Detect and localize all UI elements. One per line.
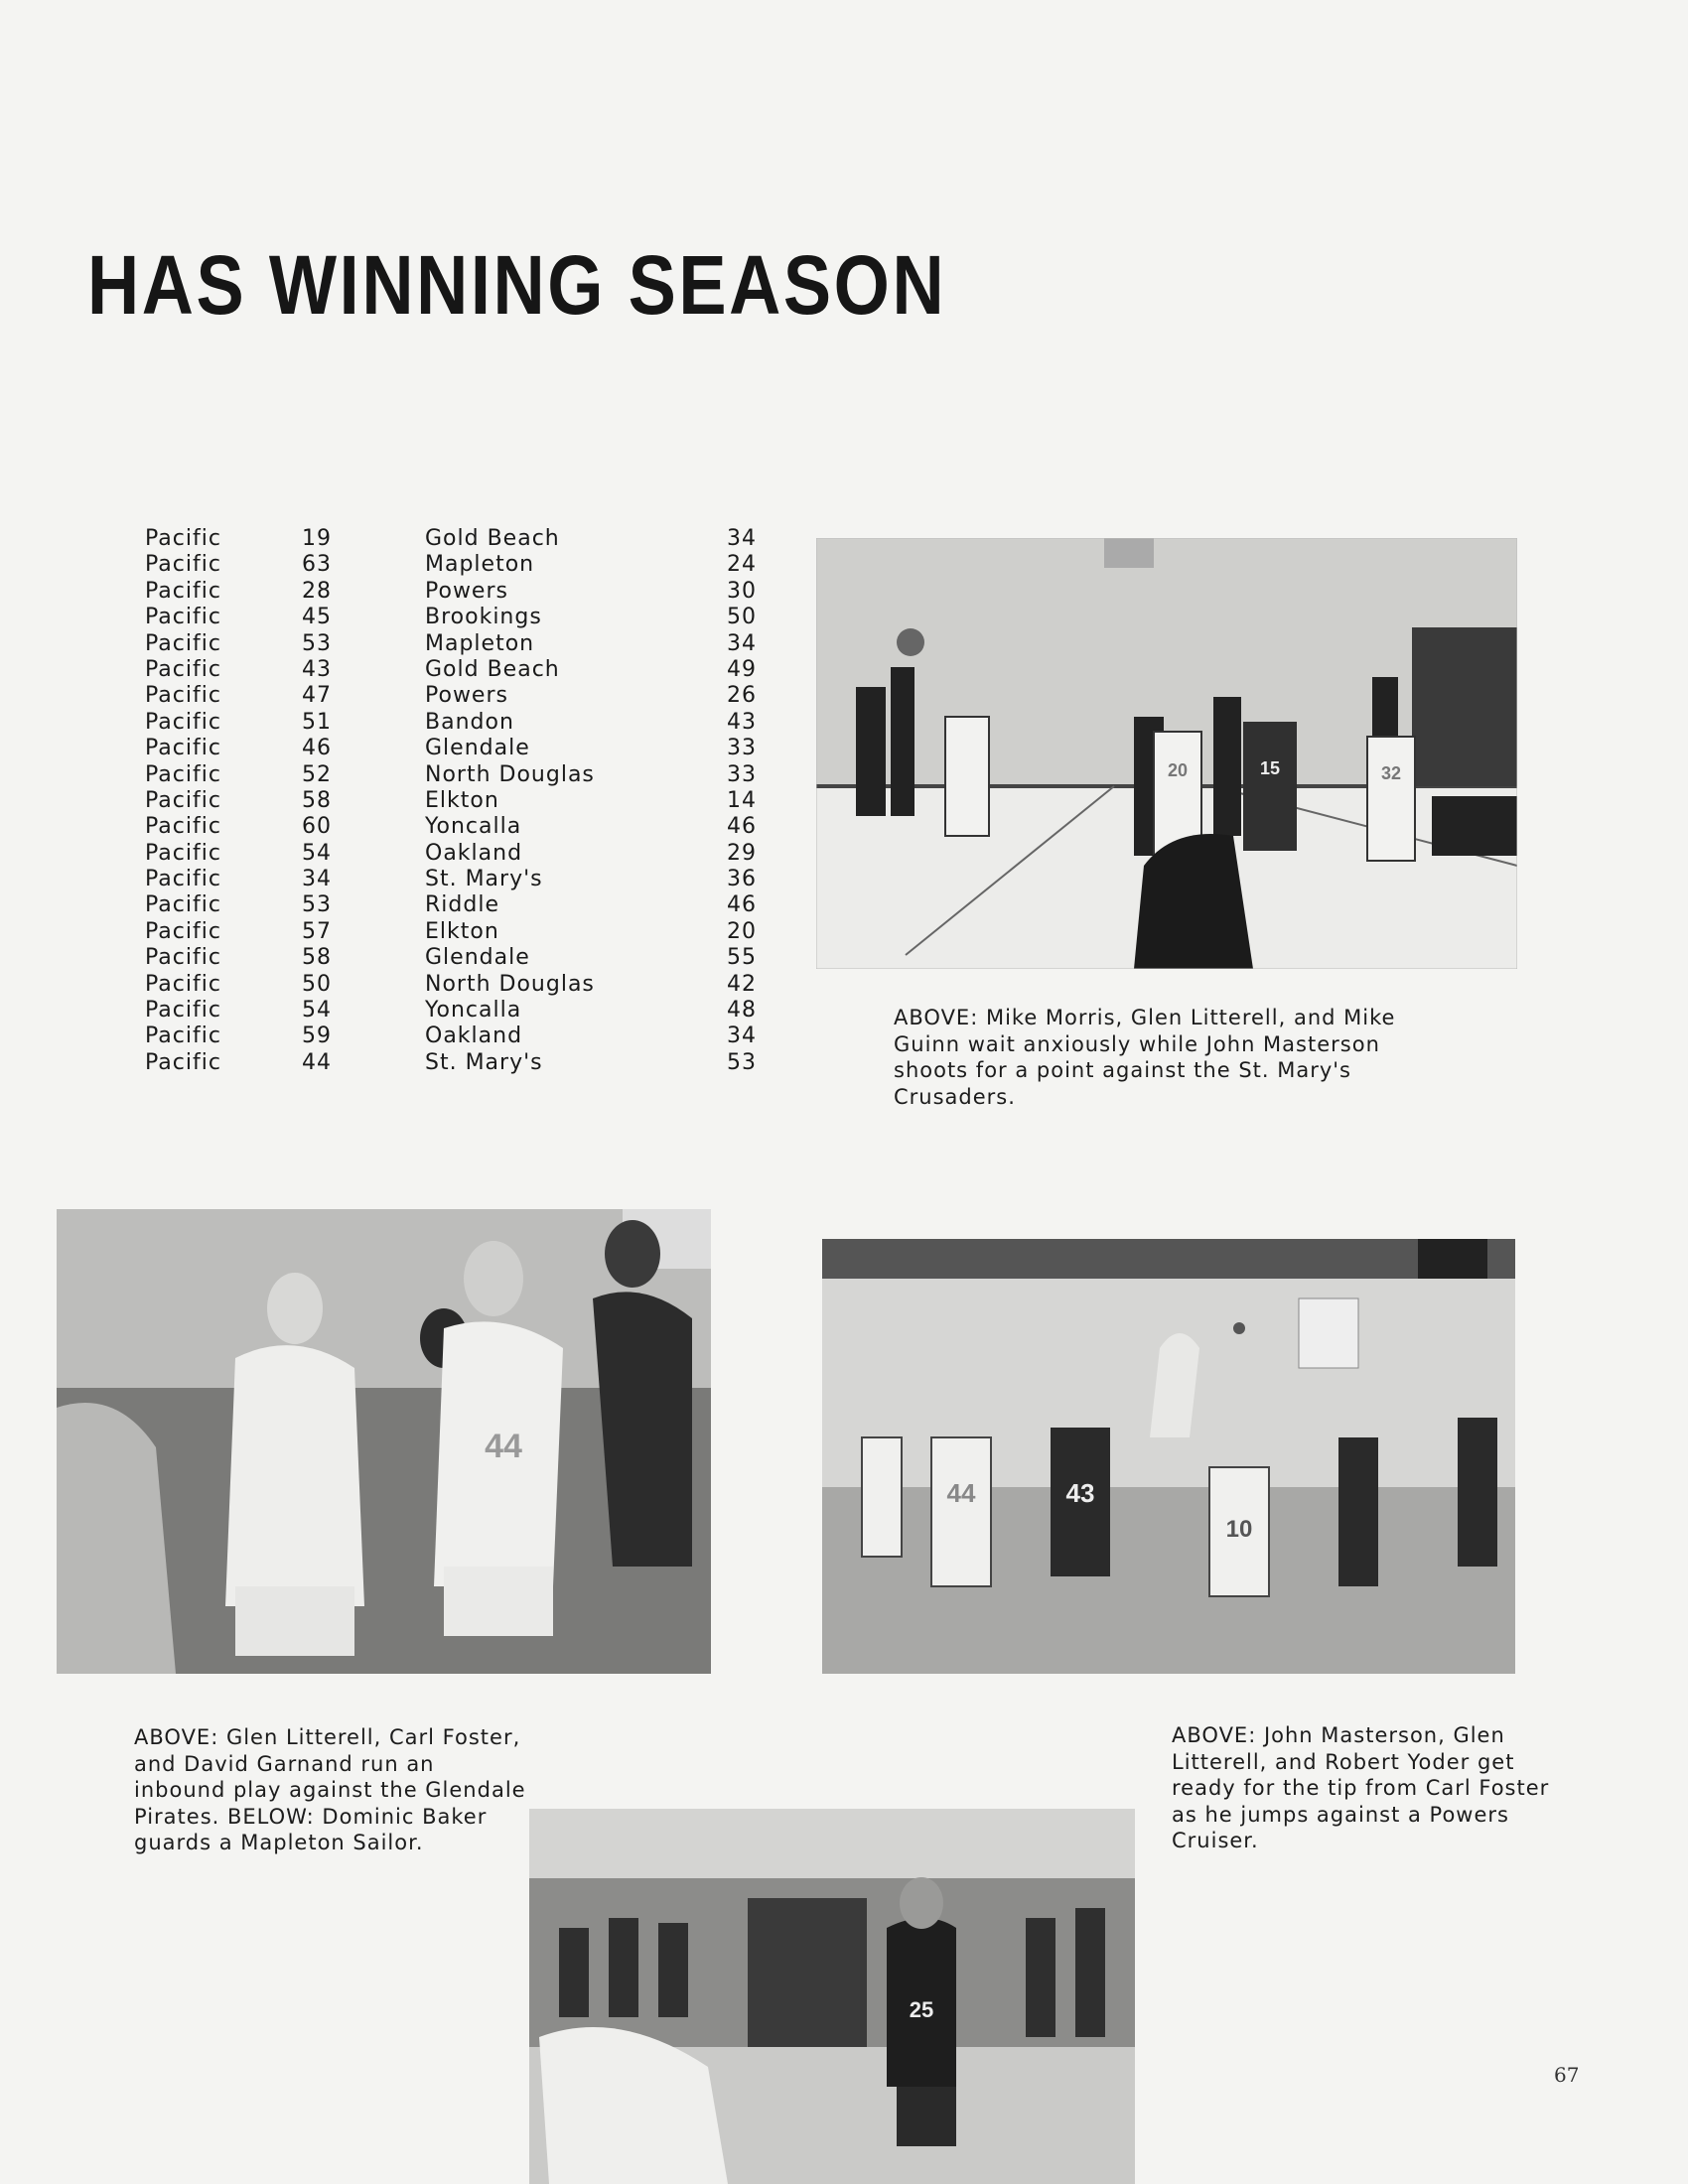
jersey-number: 15	[1259, 758, 1281, 778]
opponent-score: 49	[727, 656, 757, 682]
team-name: Pacific	[145, 683, 221, 709]
opponent-score: 42	[727, 971, 757, 997]
pacific-score: 54	[302, 840, 332, 866]
page-headline: HAS WINNING SEASON	[87, 238, 947, 332]
jersey-number: 10	[1225, 1516, 1253, 1543]
pacific-score: 57	[302, 918, 332, 944]
caption-free-throw: ABOVE: Mike Morris, Glen Litterell, and Mike Guinn wait anxiously while John Masterson shoots for a point against the St. Mary's Crusaders.	[894, 1006, 1396, 1109]
pacific-score: 59	[302, 1024, 332, 1049]
opponent-score: 33	[727, 761, 757, 787]
jersey-number: 25	[909, 1997, 934, 2022]
team-name: Pacific	[145, 918, 221, 944]
pacific-score: 45	[302, 605, 332, 630]
team-name: Pacific	[145, 945, 221, 971]
opponent-score: 24	[727, 552, 757, 578]
team-name: Pacific	[145, 892, 221, 918]
opponent-name: Powers	[425, 578, 508, 604]
opponent-score: 34	[727, 1024, 757, 1049]
team-name: Pacific	[145, 998, 221, 1024]
pacific-score: 43	[302, 656, 332, 682]
opponent-score: 29	[727, 840, 757, 866]
opponent-score: 53	[727, 1049, 757, 1075]
caption-inbound-play: ABOVE: Glen Litterell, Carl Foster, and David Garnand run an inbound play against the Glendale Pirates. BELOW: Dominic Baker guards a Mapleton Sailor.	[134, 1725, 526, 1854]
pacific-score: 60	[302, 814, 332, 840]
pacific-score: 53	[302, 892, 332, 918]
caption-tip-off: ABOVE: John Masterson, Glen Litterell, and Robert Yoder get ready for the tip from Carl Foster as he jumps against a Powers Cruiser.	[1172, 1723, 1550, 1852]
page-number: 67	[1554, 2063, 1580, 2087]
team-name: Pacific	[145, 1049, 221, 1075]
opponent-name: Elkton	[425, 918, 499, 944]
pacific-score: 47	[302, 683, 332, 709]
opponent-name: Bandon	[425, 709, 514, 735]
team-name: Pacific	[145, 709, 221, 735]
team-name: Pacific	[145, 761, 221, 787]
opponent-name: Glendale	[425, 945, 530, 971]
opponent-score: 20	[727, 918, 757, 944]
photo-tip-off	[822, 1239, 1515, 1674]
opponent-score: 36	[727, 867, 757, 892]
opponent-score: 46	[727, 892, 757, 918]
pacific-score: 58	[302, 945, 332, 971]
team-name: Pacific	[145, 605, 221, 630]
opponent-name: St. Mary's	[425, 1049, 543, 1075]
opponent-name: Gold Beach	[425, 526, 560, 551]
photo-inbound-play	[57, 1209, 711, 1674]
opponent-name: North Douglas	[425, 971, 595, 997]
pacific-score: 52	[302, 761, 332, 787]
opponent-name: Powers	[425, 683, 508, 709]
pacific-score: 19	[302, 526, 332, 551]
opponent-score: 14	[727, 787, 757, 813]
team-name: Pacific	[145, 1024, 221, 1049]
pacific-score: 51	[302, 709, 332, 735]
opponent-name: Elkton	[425, 787, 499, 813]
opponent-name: Yoncalla	[425, 814, 522, 840]
jersey-number: 44	[946, 1478, 976, 1508]
pacific-score: 58	[302, 787, 332, 813]
pacific-score: 44	[302, 1049, 332, 1075]
opponent-score: 55	[727, 945, 757, 971]
opponent-score: 34	[727, 630, 757, 656]
pacific-score: 63	[302, 552, 332, 578]
jersey-number: 43	[1065, 1478, 1095, 1508]
opponent-name: Mapleton	[425, 630, 535, 656]
opponent-name: Yoncalla	[425, 998, 522, 1024]
opponent-name: Oakland	[425, 1024, 523, 1049]
pacific-score: 28	[302, 578, 332, 604]
pacific-score: 46	[302, 736, 332, 761]
team-name: Pacific	[145, 656, 221, 682]
opponent-score: 46	[727, 814, 757, 840]
opponent-score: 43	[727, 709, 757, 735]
team-name: Pacific	[145, 736, 221, 761]
pacific-score: 50	[302, 971, 332, 997]
team-name: Pacific	[145, 971, 221, 997]
jersey-number: 32	[1380, 763, 1402, 783]
team-name: Pacific	[145, 840, 221, 866]
opponent-score: 34	[727, 526, 757, 551]
opponent-name: North Douglas	[425, 761, 595, 787]
photo-free-throw	[816, 538, 1517, 969]
opponent-name: Gold Beach	[425, 656, 560, 682]
jersey-number: 20	[1167, 760, 1189, 780]
jersey-number: 44	[485, 1428, 522, 1465]
team-name: Pacific	[145, 552, 221, 578]
opponent-name: Riddle	[425, 892, 499, 918]
opponent-score: 48	[727, 998, 757, 1024]
pacific-score: 54	[302, 998, 332, 1024]
team-name: Pacific	[145, 867, 221, 892]
opponent-name: St. Mary's	[425, 867, 543, 892]
opponent-score: 33	[727, 736, 757, 761]
opponent-name: Glendale	[425, 736, 530, 761]
opponent-score: 30	[727, 578, 757, 604]
team-name: Pacific	[145, 526, 221, 551]
opponent-score: 50	[727, 605, 757, 630]
team-name: Pacific	[145, 814, 221, 840]
team-name: Pacific	[145, 787, 221, 813]
pacific-score: 34	[302, 867, 332, 892]
photo-guarding	[529, 1809, 1135, 2184]
opponent-name: Oakland	[425, 840, 523, 866]
team-name: Pacific	[145, 630, 221, 656]
team-name: Pacific	[145, 578, 221, 604]
opponent-score: 26	[727, 683, 757, 709]
opponent-name: Mapleton	[425, 552, 535, 578]
opponent-name: Brookings	[425, 605, 542, 630]
pacific-score: 53	[302, 630, 332, 656]
